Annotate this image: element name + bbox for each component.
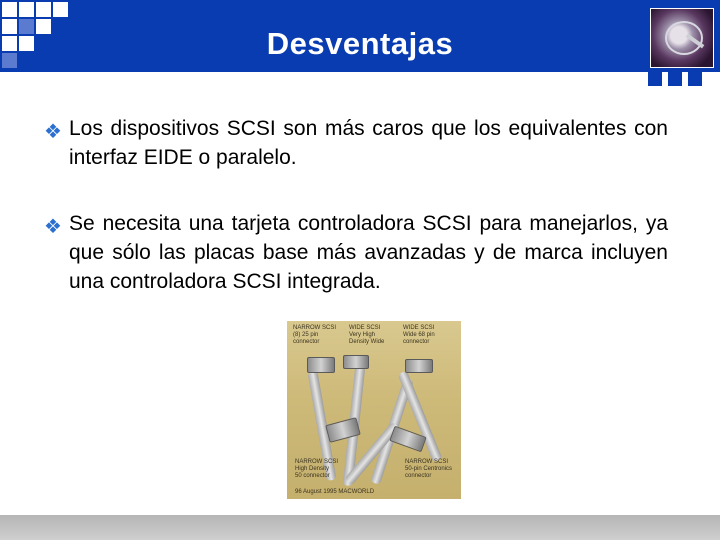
corner-square [688, 72, 702, 86]
corner-square [668, 72, 682, 86]
photo-label: WIDE SCSI Wide 68 pin connector [403, 325, 435, 345]
bullet-text: Los dispositivos SCSI son más caros que los equivalentes con interfaz EIDE o paralelo. [69, 117, 668, 169]
disk-platter-icon [665, 21, 703, 55]
corner-square [648, 72, 662, 86]
connector [343, 355, 369, 369]
diamond-bullet-icon: ❖ [44, 121, 62, 143]
grid-decoration [0, 0, 80, 72]
bullet-text: Se necesita una tarjeta controladora SCSI para manejarlos, ya que sólo las placas base más avanzadas y de marca incluyen una controladora SCSI integrada. [69, 212, 668, 293]
bottom-band [0, 515, 720, 540]
title-bar [0, 0, 720, 72]
photo-label: NARROW SCSI High Density 50 connector [295, 459, 339, 479]
bullet-item [44, 114, 668, 172]
bullet-item [44, 209, 668, 296]
hard-disk-image [650, 8, 714, 68]
scsi-cables-photo [287, 321, 461, 499]
connector [307, 357, 335, 373]
photo-label: NARROW SCSI (8) 25 pin connector [293, 325, 337, 345]
connector [405, 359, 433, 373]
photo-footer: 96 August 1995 MACWORLD [295, 489, 375, 495]
diamond-bullet-icon: ❖ [44, 216, 62, 238]
slide-title: Desventajas [266, 26, 454, 61]
photo-label: WIDE SCSI Very High Density Wide [349, 325, 385, 345]
photo-label: NARROW SCSI 50-pin Centronics connector [405, 459, 453, 479]
